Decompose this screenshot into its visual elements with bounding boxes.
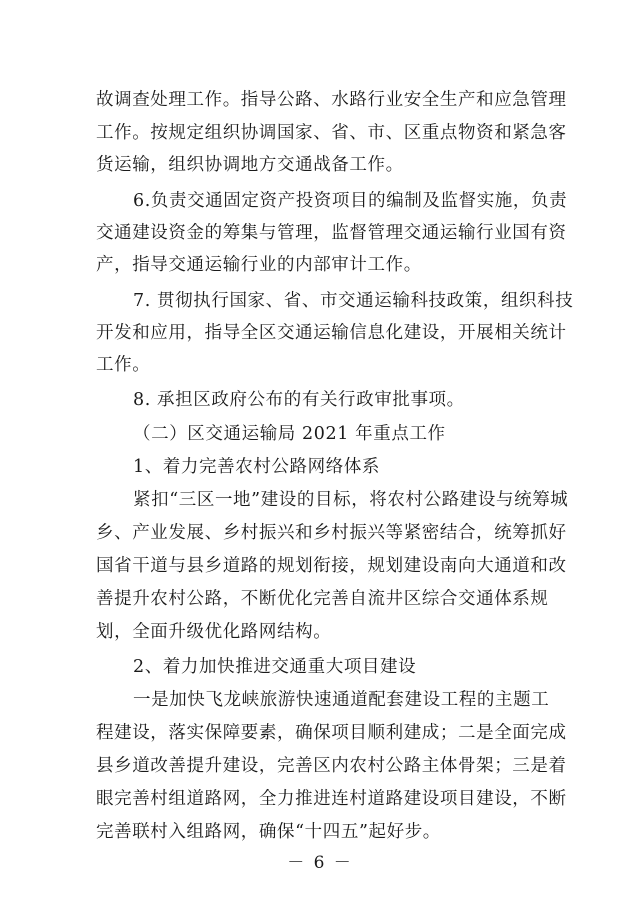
body-line: 8. 承担区政府公布的有关行政审批事项。	[133, 390, 465, 410]
body-line: 完善联村入组路网，确保“十四五”起好步。	[96, 822, 441, 842]
subsection-heading: 2、着力加快推进交通重大项目建设	[133, 657, 417, 677]
body-line: 故调查处理工作。指导公路、水路行业安全生产和应急管理	[96, 90, 567, 110]
body-line: 6.负责交通固定资产投资项目的编制及监督实施，负责	[133, 191, 568, 211]
body-line: 县乡道改善提升建设，完善区内农村公路主体骨架；三是着	[96, 756, 567, 776]
body-line: 善提升农村公路，不断优化完善自流井区综合交通体系规	[96, 589, 549, 609]
body-line: 产，指导交通运输行业的内部审计工作。	[96, 255, 422, 275]
body-line: 紧扣“三区一地”建设的目标，将农村公路建设与统筹城	[133, 490, 569, 510]
body-line: 眼完善村组道路网，全力推进连村道路建设项目建设，不断	[96, 789, 567, 809]
body-line: 工作。按规定组织协调国家、省、市、区重点物资和紧急客	[96, 123, 567, 143]
body-line: 交通建设资金的筹集与管理，监督管理交通运输行业国有资	[96, 223, 567, 243]
body-line: 7. 贯彻执行国家、省、市交通运输科技政策，组织科技	[133, 291, 574, 311]
body-line: 货运输，组织协调地方交通战备工作。	[96, 155, 404, 175]
body-line: 国省干道与县乡道路的规划衔接，规划建设南向大通道和改	[96, 556, 567, 576]
body-line: 程建设，落实保障要素，确保项目顺利建成；二是全面完成	[96, 723, 567, 743]
subsection-heading: 1、着力完善农村公路网络体系	[133, 457, 381, 477]
body-line: 开发和应用，指导全区交通运输信息化建设，开展相关统计	[96, 323, 567, 343]
body-line: 工作。	[96, 355, 151, 375]
body-line: 乡、产业发展、乡村振兴和乡村振兴等紧密结合，统筹抓好	[96, 523, 567, 543]
section-heading: （二）区交通运输局 2021 年重点工作	[133, 424, 446, 444]
page-number: － 6 －	[287, 853, 353, 873]
body-line: 一是加快飞龙峡旅游快速通道配套建设工程的主题工	[133, 690, 550, 710]
body-line: 划，全面升级优化路网结构。	[96, 622, 332, 642]
